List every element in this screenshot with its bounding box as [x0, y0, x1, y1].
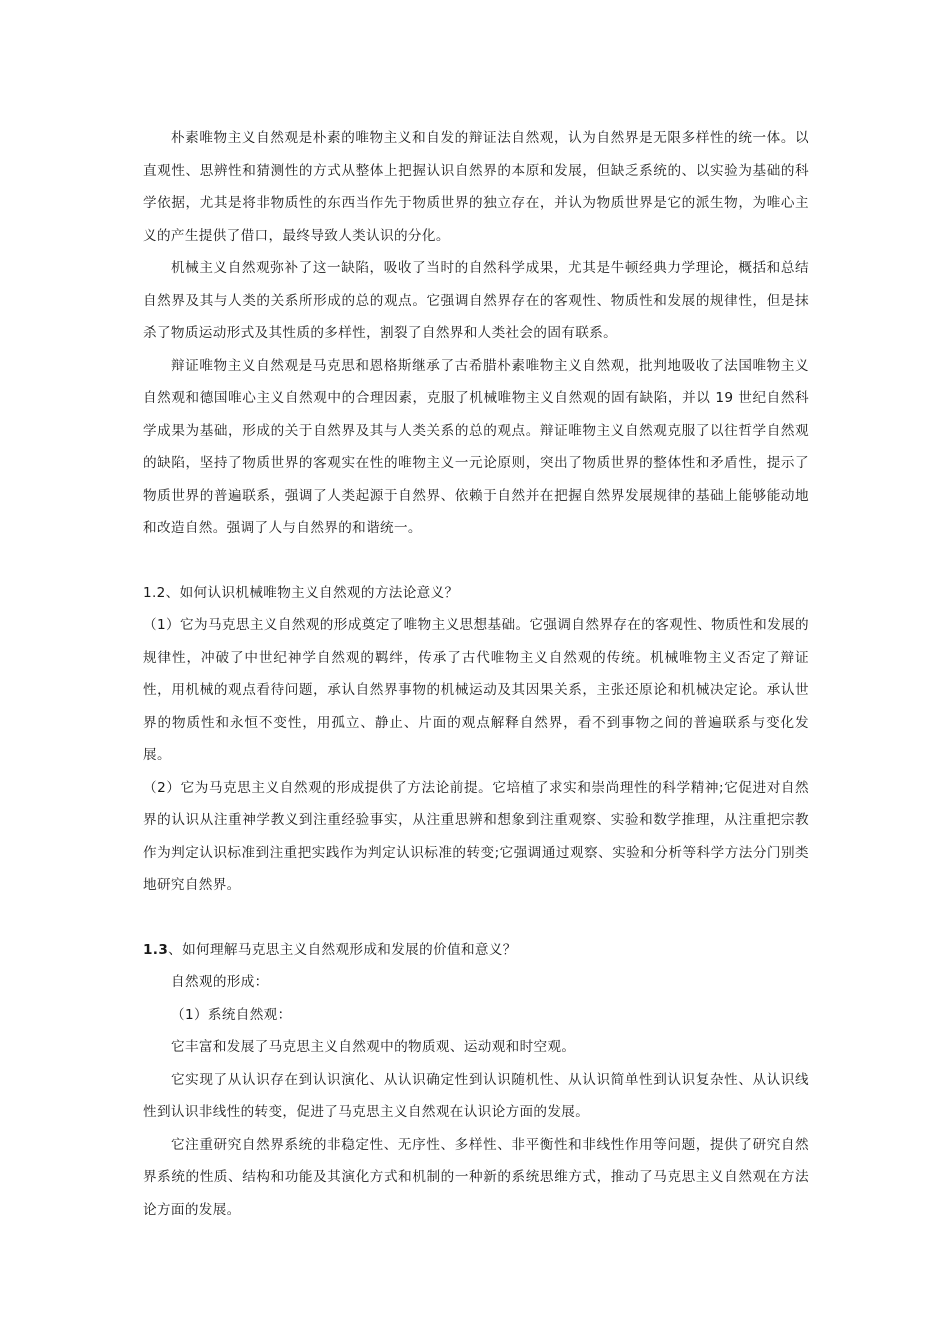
subtitle-formation: 自然观的形成： [171, 974, 269, 990]
question-heading-1-3 [143, 934, 809, 967]
paragraph-mechanical-materialism: 机械主义自然观弥补了这一缺陷，吸收了当时的自然科学成果，尤其是牛顿经典力学理论，概括和总结自然界及其与人类的关系所形成的总的观点。它强调自然界存在的客观性、物质性和发展的规律性，但是抹杀了物质运动形式及其性质的多样性，割裂了自然界和人类社会的固有联系。 [143, 260, 809, 341]
paragraph-dialectical-materialism: 辩证唯物主义自然观是马克思和恩格斯继承了古希腊朴素唯物主义自然观，批判地吸收了法国唯物主义自然观和德国唯心主义自然观中的合理因素，克服了机械唯物主义自然观的固有缺陷，并以 19 世纪自然科学成果为基础，形成的关于自然界及其与人类关系的总的观点。辩证唯物主义自然观克服了以往哲学自然观的缺陷，坚持了物质世界的客观实在性的唯物主义一元论原则，突出了物质世界的整体性和矛盾性，提示了物质世界的普遍联系，强调了人类起源于自然界、依赖于自然并在把握自然界发展规律的基础上能够能动地和改造自然。强调了人与自然界的和谐统一。 [143, 357, 809, 536]
document-body [143, 122, 809, 1226]
point-2: （2）它为马克思主义自然观的形成提供了方法论前提。它培植了求实和崇尚理性的科学精神;它促进对自然界的认识从注重神学教义到注重经验事实，从注重思辨和想象到注重观察、实验和数学推理，从注重把宗教作为判定认识标准到注重把实践作为判定认识标准的转变;它强调通过观察、实验和分析等科学方法分门别类地研究自然界。 [143, 779, 809, 893]
point-1: （1）它为马克思主义自然观的形成奠定了唯物主义思想基础。它强调自然界存在的客观性、物质性和发展的规律性，冲破了中世纪神学自然观的羁绊，传承了古代唯物主义自然观的传统。机械唯物主义否定了辩证性，用机械的观点看待问题，承认自然界事物的机械运动及其因果关系，主张还原论和机械决定论。承认世界的物质性和永恒不变性，用孤立、静止、片面的观点解释自然界，看不到事物之间的普遍联系与变化发展。 [143, 617, 809, 763]
paragraph-system-2: 它实现了从认识存在到认识演化、从认识确定性到认识随机性、从认识简单性到认识复杂性、从认识线性到认识非线性的转变，促进了马克思主义自然观在认识论方面的发展。 [143, 1071, 809, 1120]
question-number: 1.3 [143, 941, 169, 958]
paragraph-system-1: 它丰富和发展了马克思主义自然观中的物质观、运动观和时空观。 [171, 1039, 576, 1055]
paragraph-system-3: 它注重研究自然界系统的非稳定性、无序性、多样性、非平衡性和非线性作用等问题，提供了研究自然界系统的性质、结构和功能及其演化方式和机制的一种新的系统思维方式，推动了马克思主义自然观在方法论方面的发展。 [143, 1136, 809, 1218]
question-text: 、如何理解马克思主义自然观形成和发展的价值和意义？ [168, 941, 517, 958]
paragraph-naive-materialism: 朴素唯物主义自然观是朴素的唯物主义和自发的辩证法自然观，认为自然界是无限多样性的统一体。以直观性、思辨性和猜测性的方式从整体上把握认识自然界的本原和发展，但缺乏系统的、以实验为基础的科学依据，尤其是将非物质性的东西当作先于物质世界的独立存在，并认为物质世界是它的派生物，为唯心主义的产生提供了借口，最终导致人类认识的分化。 [143, 130, 809, 244]
question-heading-1-2: 1.2、如何认识机械唯物主义自然观的方法论意义？ [143, 584, 459, 601]
item-title-system: （1）系统自然观： [171, 1006, 292, 1023]
